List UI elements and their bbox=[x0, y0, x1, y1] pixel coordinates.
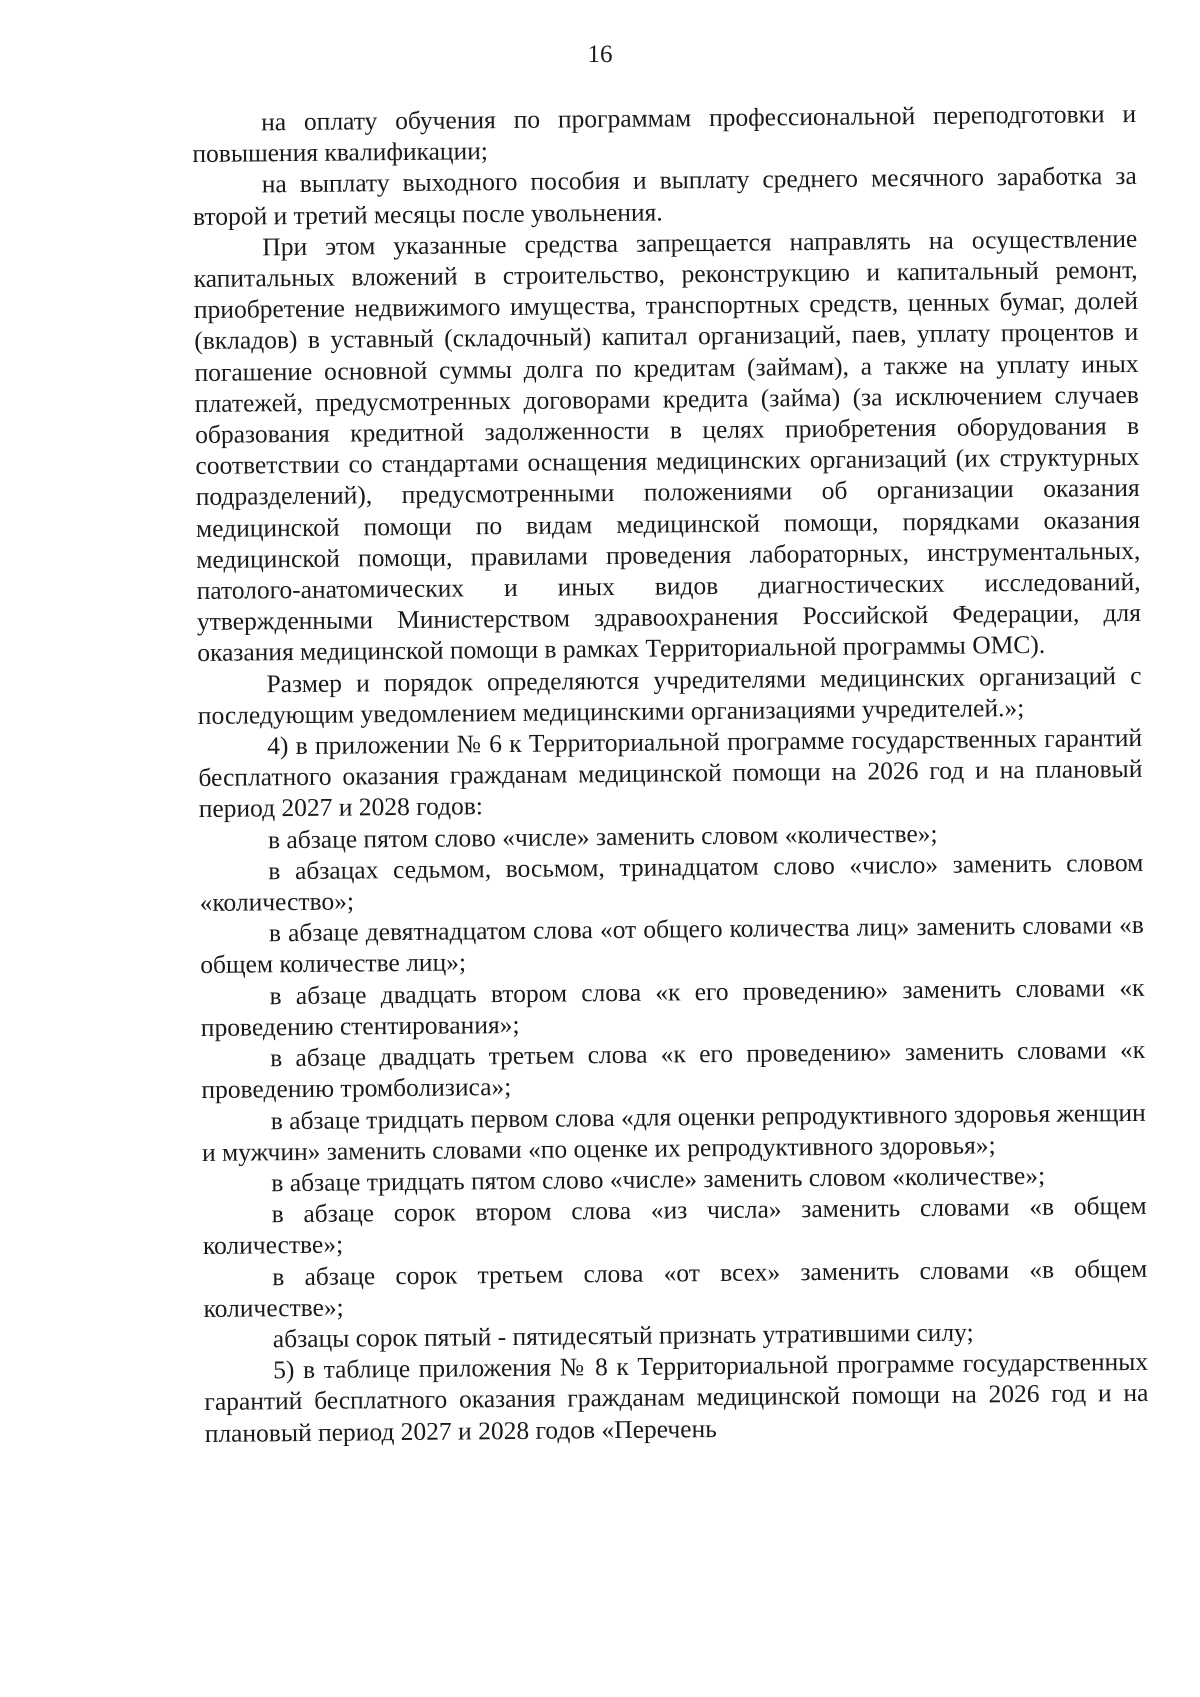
paragraph: в абзаце сорок втором слова «из числа» заменить словами «в общем количестве»; bbox=[202, 1190, 1147, 1261]
paragraph: абзацы сорок пятый - пятидесятый признать утратившими силу; bbox=[272, 1317, 974, 1354]
paragraph: на оплату обучения по программам профессиональной переподготовки и повышения квалификации; bbox=[192, 98, 1137, 169]
page-number: 16 bbox=[587, 41, 613, 68]
paragraph: в абзацах седьмом, восьмом, тринадцатом слово «число» заменить словом «количество»; bbox=[199, 847, 1144, 918]
paragraph: на выплату выходного пособия и выплату среднего месячного заработка за второй и третий месяцы после увольнения. bbox=[192, 161, 1137, 231]
paragraph: При этом указанные средства запрещается направлять на осуществление капитальных вложений в строительство, реконструкцию и капитальный ремонт, приобретение недвижимого имущества, транспортных средств, ценных бумаг, долей (вкладов) в уставный (складочный) капитал организаций, паев, уплату процентов и погашение основной суммы долга по кредитам (займам), а также на уплату иных платежей, предусмотренных договорами кредита (займа) (за исключением случаев образования кредитной задолженности в целях приобретения оборудования в соответствии со стандартами оснащения медицинских организаций (их структурных подразделений), предусмотренными положениями об организации оказания медицинской помощи по видам медицинской помощи, порядками оказания медицинской помощи, правилами проведения лабораторных, инструментальных, патолого-анатомических и иных видов диагностических исследований, утвержденными Министерством здравоохранения Российской Федерации, для оказания медицинской помощи в рамках Территориальной программы ОМС). bbox=[193, 223, 1142, 668]
paragraph: в абзаце двадцать втором слова «к его проведению» заменить словами «к проведению стентирования»; bbox=[200, 972, 1145, 1042]
paragraph: в абзаце сорок третьем слова «от всех» заменить словами «в общем количестве»; bbox=[203, 1253, 1148, 1323]
paragraph: 4) в приложении № 6 к Территориальной программе государственных гарантий бесплатного оказания гражданам медицинской помощи на 2026 год и на плановый период 2027 и 2028 годов: bbox=[198, 722, 1143, 824]
paragraph: 5) в таблице приложения № 8 к Территориальной программе государственных гарантий бесплатного оказания гражданам медицинской помощи на 2026 год и на плановый период 2027 и 2028 годов «Перечень bbox=[204, 1347, 1149, 1448]
paragraph: в абзаце пятом слово «числе» заменить словом «количестве»; bbox=[267, 818, 938, 854]
document-body bbox=[192, 98, 1149, 1449]
paragraph: Размер и порядок определяются учредителями медицинских организаций с последующим уведомлением медицинскими организациями учредителей.»; bbox=[197, 660, 1142, 730]
paragraph: в абзаце тридцать первом слова «для оценки репродуктивного здоровья женщин и мужчин» заменить словами «по оценке их репродуктивного здоровья»; bbox=[201, 1097, 1146, 1167]
paragraph: в абзаце двадцать третьем слова «к его проведению» заменить словами «к проведению тромболизиса»; bbox=[201, 1034, 1146, 1105]
paragraph: в абзаце тридцать пятом слово «числе» заменить словом «количестве»; bbox=[271, 1160, 1046, 1198]
paragraph: в абзаце девятнадцатом слова «от общего количества лиц» заменить словами «в общем количестве лиц»; bbox=[200, 910, 1145, 980]
